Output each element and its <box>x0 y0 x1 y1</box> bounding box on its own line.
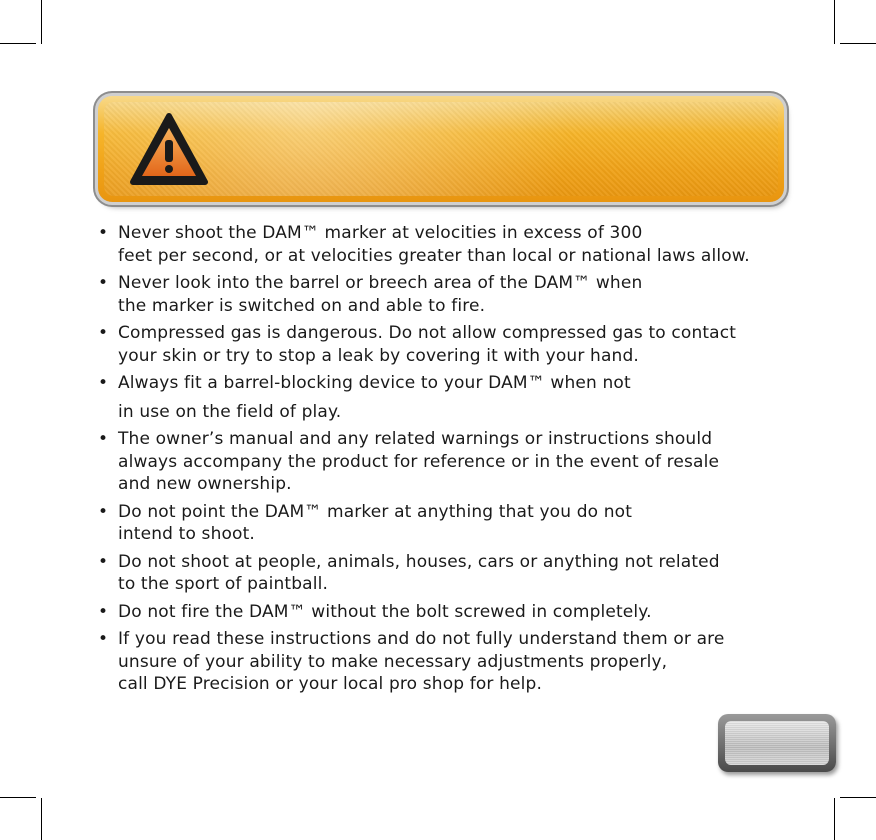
warning-line: • Always fit a barrel-blocking device to your DAM™ when not <box>118 373 631 393</box>
crop-mark-tl-h <box>0 43 36 44</box>
warning-line: • Never look into the barrel or breech area of the DAM™ when <box>118 273 643 293</box>
warning-item <box>96 601 816 624</box>
warning-item <box>96 322 816 367</box>
warning-line: your skin or try to stop a leak by covering it with your hand. <box>118 345 639 366</box>
warning-line: call DYE Precision or your local pro shop for help. <box>118 674 543 694</box>
crop-mark-tl-v <box>41 0 42 44</box>
warning-item <box>96 372 816 423</box>
warning-item <box>96 501 816 546</box>
warning-line: in use on the field of play. <box>118 401 342 422</box>
warning-line: unsure of your ability to make necessary adjustments properly, <box>118 651 668 672</box>
warning-line: feet per second, or at velocities greater than local or national laws allow. <box>118 245 750 266</box>
warning-item <box>96 628 816 696</box>
warning-line: • Do not shoot at people, animals, houses, cars or anything not related <box>118 551 720 572</box>
warning-triangle-icon <box>130 112 208 188</box>
warning-line: • Never shoot the DAM™ marker at velocities in excess of 300 <box>118 223 643 243</box>
warning-line: always accompany the product for reference or in the event of resale <box>118 451 720 472</box>
crop-mark-br-v <box>834 798 835 840</box>
warning-item <box>96 551 816 596</box>
crop-mark-bl-v <box>41 798 42 840</box>
warning-line: intend to shoot. <box>118 524 255 544</box>
warning-line: to the sport of paintball. <box>118 574 328 594</box>
warning-line: • The owner’s manual and any related warnings or instructions should <box>118 429 713 449</box>
page-tab-face <box>725 721 829 765</box>
warning-line: the marker is switched on and able to fire. <box>118 295 486 316</box>
warning-line: • If you read these instructions and do not fully understand them or are <box>118 629 725 649</box>
warning-item <box>96 272 816 317</box>
warning-item <box>96 428 816 496</box>
crop-mark-bl-h <box>0 797 36 798</box>
page-tab <box>718 714 836 772</box>
warning-item <box>96 222 816 267</box>
crop-mark-tr-v <box>834 0 835 44</box>
warning-line: and new ownership. <box>118 474 292 494</box>
crop-mark-tr-h <box>840 43 876 44</box>
warning-line: • Do not point the DAM™ marker at anything that you do not <box>118 501 633 522</box>
warning-list <box>96 222 816 701</box>
crop-mark-br-h <box>840 797 876 798</box>
warning-line: • Compressed gas is dangerous. Do not allow compressed gas to contact <box>118 323 737 343</box>
warning-line: • Do not fire the DAM™ without the bolt screwed in completely. <box>118 601 652 622</box>
